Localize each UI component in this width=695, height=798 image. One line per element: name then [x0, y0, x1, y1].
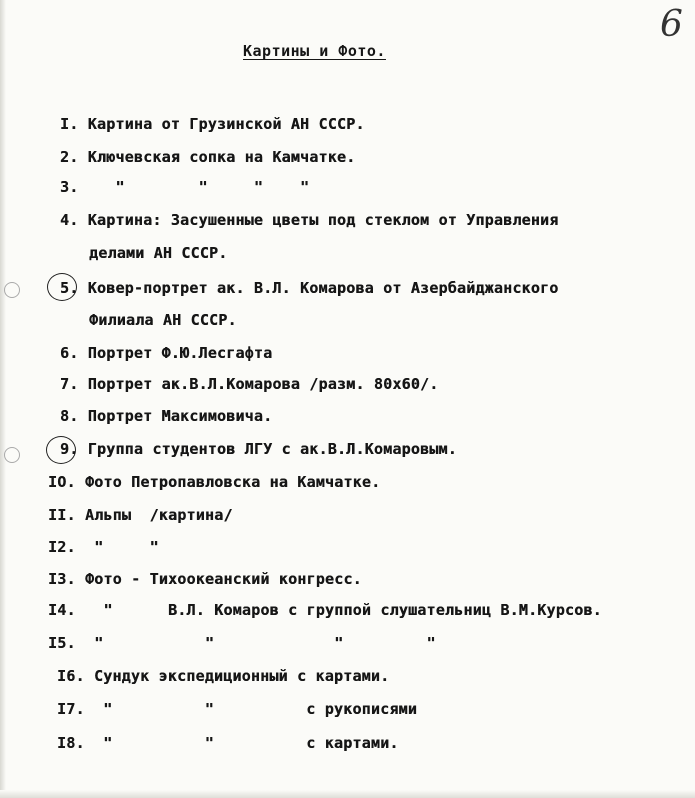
list-item — [57, 666, 389, 686]
list-item — [48, 600, 602, 620]
item-number: I. — [60, 115, 79, 133]
margin-mark — [4, 447, 20, 463]
list-item — [48, 472, 380, 492]
list-item — [60, 343, 272, 363]
list-item — [48, 633, 436, 653]
list-item-continuation — [89, 310, 237, 330]
item-number: 5. — [60, 279, 79, 297]
item-text: Сундук экспедиционный с картами. — [93, 667, 390, 685]
list-item — [57, 733, 399, 753]
list-item — [48, 505, 233, 525]
margin-mark — [4, 282, 20, 298]
item-text: " " — [84, 538, 159, 556]
list-item — [60, 177, 309, 197]
item-number: 3. — [60, 178, 79, 196]
item-number: II. — [48, 506, 76, 524]
item-number: 7. — [60, 375, 79, 393]
item-text: Фото Петропавловска на Камчатке. — [84, 473, 381, 491]
item-number: IO. — [48, 473, 76, 491]
item-text: Филиала АН СССР. — [89, 311, 237, 329]
page-edge-shadow — [0, 0, 6, 798]
item-number: I7. — [57, 700, 85, 718]
item-text: Ковер-портрет ак. В.Л. Комарова от Азербайджанского — [87, 279, 559, 297]
item-number: I3. — [48, 570, 76, 588]
item-text: Портрет Ф.Ю.Лесгафта — [87, 344, 273, 362]
item-text: Портрет ак.В.Л.Комарова /разм. 80х60/. — [87, 375, 439, 393]
item-text: " " с картами. — [93, 734, 399, 752]
list-item — [60, 278, 558, 298]
list-item-continuation — [89, 243, 227, 263]
item-text: Картина от Грузинской АН СССР. — [87, 115, 365, 133]
item-text: " " " " — [84, 634, 436, 652]
list-item — [60, 439, 457, 459]
item-text: Портрет Максимовича. — [87, 407, 273, 425]
item-text: " " " " — [87, 178, 310, 196]
page-number: 6 — [660, 4, 683, 45]
item-text: Группа студентов ЛГУ с ак.В.Л.Комаровым. — [87, 440, 457, 458]
list-item — [57, 699, 417, 719]
list-item — [60, 406, 272, 426]
item-number: 8. — [60, 407, 79, 425]
list-item — [48, 569, 362, 589]
list-item — [60, 114, 365, 134]
page-bottom-shadow — [0, 790, 695, 798]
item-number: 9. — [60, 440, 79, 458]
list-item — [60, 210, 558, 230]
item-number: I4. — [48, 601, 76, 619]
item-text: Альпы /картина/ — [84, 506, 233, 524]
item-number: I2. — [48, 538, 76, 556]
item-text: Картина: Засушенные цветы под стеклом от Управления — [87, 211, 559, 229]
item-number: 2. — [60, 148, 79, 166]
item-text: делами АН СССР. — [89, 244, 228, 262]
item-number: I8. — [57, 734, 85, 752]
item-text: " " с рукописями — [93, 700, 418, 718]
item-text: Ключевская сопка на Камчатке. — [87, 148, 356, 166]
item-number: I5. — [48, 634, 76, 652]
item-number: I6. — [57, 667, 85, 685]
item-number: 4. — [60, 211, 79, 229]
item-text: " В.Л. Комаров с группой слушательниц В.М.Курсов. — [84, 601, 602, 619]
item-text: Фото - Тихоокеанский конгресс. — [84, 570, 362, 588]
document-title: Картины и Фото. — [243, 42, 386, 60]
list-item — [48, 537, 159, 557]
list-item — [60, 147, 355, 167]
list-item — [60, 374, 438, 394]
item-number: 6. — [60, 344, 79, 362]
